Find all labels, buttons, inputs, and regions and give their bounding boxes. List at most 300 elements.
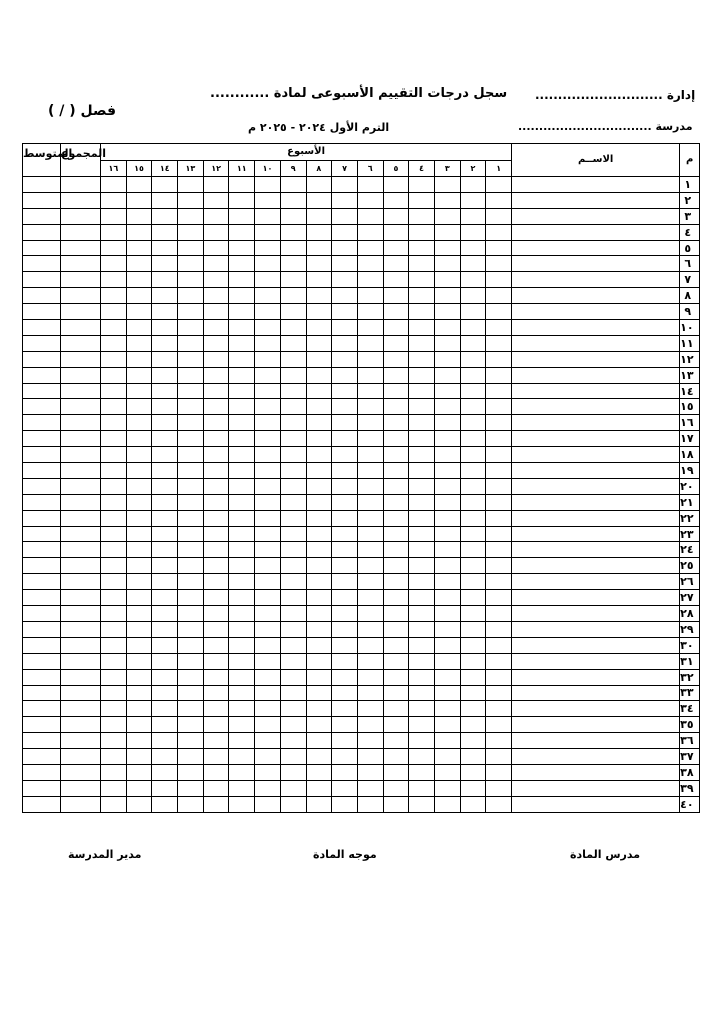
week-grade-cell[interactable] [460, 447, 486, 463]
week-grade-cell[interactable] [357, 558, 383, 574]
week-grade-cell[interactable] [255, 764, 281, 780]
week-grade-cell[interactable] [280, 351, 306, 367]
week-grade-cell[interactable] [486, 478, 512, 494]
total-cell[interactable] [61, 335, 101, 351]
name-cell[interactable] [512, 733, 680, 749]
week-grade-cell[interactable] [460, 733, 486, 749]
week-grade-cell[interactable] [229, 304, 255, 320]
week-grade-cell[interactable] [332, 621, 358, 637]
week-grade-cell[interactable] [101, 431, 127, 447]
average-cell[interactable] [23, 351, 61, 367]
total-cell[interactable] [61, 256, 101, 272]
week-grade-cell[interactable] [460, 542, 486, 558]
week-grade-cell[interactable] [126, 304, 152, 320]
week-grade-cell[interactable] [409, 304, 435, 320]
week-grade-cell[interactable] [255, 383, 281, 399]
week-grade-cell[interactable] [332, 574, 358, 590]
week-grade-cell[interactable] [178, 574, 204, 590]
week-grade-cell[interactable] [357, 367, 383, 383]
week-grade-cell[interactable] [486, 606, 512, 622]
name-cell[interactable] [512, 764, 680, 780]
week-grade-cell[interactable] [306, 653, 332, 669]
week-grade-cell[interactable] [332, 288, 358, 304]
week-grade-cell[interactable] [357, 669, 383, 685]
average-cell[interactable] [23, 240, 61, 256]
week-grade-cell[interactable] [306, 463, 332, 479]
week-grade-cell[interactable] [255, 447, 281, 463]
week-grade-cell[interactable] [383, 177, 409, 193]
week-grade-cell[interactable] [178, 240, 204, 256]
name-cell[interactable] [512, 653, 680, 669]
week-grade-cell[interactable] [486, 224, 512, 240]
week-grade-cell[interactable] [101, 288, 127, 304]
week-grade-cell[interactable] [357, 510, 383, 526]
week-grade-cell[interactable] [409, 272, 435, 288]
total-cell[interactable] [61, 478, 101, 494]
week-grade-cell[interactable] [460, 240, 486, 256]
week-grade-cell[interactable] [486, 590, 512, 606]
week-grade-cell[interactable] [357, 240, 383, 256]
week-grade-cell[interactable] [280, 494, 306, 510]
week-grade-cell[interactable] [229, 780, 255, 796]
week-grade-cell[interactable] [178, 431, 204, 447]
week-grade-cell[interactable] [152, 351, 178, 367]
week-grade-cell[interactable] [409, 717, 435, 733]
total-cell[interactable] [61, 510, 101, 526]
week-grade-cell[interactable] [306, 510, 332, 526]
week-grade-cell[interactable] [486, 192, 512, 208]
week-grade-cell[interactable] [229, 558, 255, 574]
week-grade-cell[interactable] [434, 510, 460, 526]
week-grade-cell[interactable] [409, 637, 435, 653]
week-grade-cell[interactable] [357, 494, 383, 510]
name-cell[interactable] [512, 796, 680, 812]
week-grade-cell[interactable] [255, 606, 281, 622]
week-grade-cell[interactable] [332, 510, 358, 526]
week-grade-cell[interactable] [460, 606, 486, 622]
week-grade-cell[interactable] [460, 399, 486, 415]
week-grade-cell[interactable] [306, 717, 332, 733]
week-grade-cell[interactable] [357, 399, 383, 415]
total-cell[interactable] [61, 431, 101, 447]
week-grade-cell[interactable] [409, 494, 435, 510]
week-grade-cell[interactable] [101, 351, 127, 367]
week-grade-cell[interactable] [332, 526, 358, 542]
week-grade-cell[interactable] [460, 415, 486, 431]
week-grade-cell[interactable] [203, 256, 229, 272]
name-cell[interactable] [512, 717, 680, 733]
week-grade-cell[interactable] [152, 431, 178, 447]
week-grade-cell[interactable] [332, 383, 358, 399]
week-grade-cell[interactable] [460, 367, 486, 383]
week-grade-cell[interactable] [178, 304, 204, 320]
week-grade-cell[interactable] [152, 717, 178, 733]
week-grade-cell[interactable] [152, 526, 178, 542]
week-grade-cell[interactable] [229, 240, 255, 256]
week-grade-cell[interactable] [434, 351, 460, 367]
name-cell[interactable] [512, 177, 680, 193]
week-grade-cell[interactable] [409, 574, 435, 590]
week-grade-cell[interactable] [306, 256, 332, 272]
week-grade-cell[interactable] [486, 621, 512, 637]
week-grade-cell[interactable] [203, 717, 229, 733]
week-grade-cell[interactable] [203, 637, 229, 653]
week-grade-cell[interactable] [332, 224, 358, 240]
week-grade-cell[interactable] [280, 447, 306, 463]
week-grade-cell[interactable] [434, 415, 460, 431]
week-grade-cell[interactable] [409, 669, 435, 685]
week-grade-cell[interactable] [460, 701, 486, 717]
week-grade-cell[interactable] [280, 637, 306, 653]
average-cell[interactable] [23, 399, 61, 415]
week-grade-cell[interactable] [280, 256, 306, 272]
week-grade-cell[interactable] [306, 669, 332, 685]
week-grade-cell[interactable] [255, 685, 281, 701]
week-grade-cell[interactable] [255, 780, 281, 796]
week-grade-cell[interactable] [486, 780, 512, 796]
week-grade-cell[interactable] [178, 669, 204, 685]
week-grade-cell[interactable] [460, 463, 486, 479]
week-grade-cell[interactable] [306, 637, 332, 653]
week-grade-cell[interactable] [229, 335, 255, 351]
week-grade-cell[interactable] [178, 717, 204, 733]
week-grade-cell[interactable] [152, 192, 178, 208]
week-grade-cell[interactable] [383, 192, 409, 208]
week-grade-cell[interactable] [178, 780, 204, 796]
week-grade-cell[interactable] [152, 272, 178, 288]
total-cell[interactable] [61, 526, 101, 542]
week-grade-cell[interactable] [306, 621, 332, 637]
week-grade-cell[interactable] [306, 685, 332, 701]
week-grade-cell[interactable] [332, 367, 358, 383]
week-grade-cell[interactable] [486, 463, 512, 479]
week-grade-cell[interactable] [383, 717, 409, 733]
week-grade-cell[interactable] [357, 780, 383, 796]
name-cell[interactable] [512, 510, 680, 526]
week-grade-cell[interactable] [486, 351, 512, 367]
week-grade-cell[interactable] [306, 558, 332, 574]
week-grade-cell[interactable] [357, 463, 383, 479]
week-grade-cell[interactable] [357, 717, 383, 733]
week-grade-cell[interactable] [460, 510, 486, 526]
week-grade-cell[interactable] [255, 272, 281, 288]
week-grade-cell[interactable] [306, 224, 332, 240]
week-grade-cell[interactable] [306, 288, 332, 304]
week-grade-cell[interactable] [126, 510, 152, 526]
week-grade-cell[interactable] [203, 351, 229, 367]
week-grade-cell[interactable] [255, 415, 281, 431]
week-grade-cell[interactable] [486, 431, 512, 447]
week-grade-cell[interactable] [229, 447, 255, 463]
week-grade-cell[interactable] [203, 335, 229, 351]
week-grade-cell[interactable] [409, 192, 435, 208]
week-grade-cell[interactable] [280, 733, 306, 749]
name-cell[interactable] [512, 606, 680, 622]
name-cell[interactable] [512, 431, 680, 447]
week-grade-cell[interactable] [152, 558, 178, 574]
week-grade-cell[interactable] [357, 335, 383, 351]
week-grade-cell[interactable] [229, 224, 255, 240]
week-grade-cell[interactable] [255, 224, 281, 240]
week-grade-cell[interactable] [357, 542, 383, 558]
week-grade-cell[interactable] [306, 304, 332, 320]
week-grade-cell[interactable] [460, 192, 486, 208]
week-grade-cell[interactable] [255, 208, 281, 224]
week-grade-cell[interactable] [178, 351, 204, 367]
week-grade-cell[interactable] [101, 796, 127, 812]
week-grade-cell[interactable] [409, 240, 435, 256]
week-grade-cell[interactable] [152, 764, 178, 780]
week-grade-cell[interactable] [280, 463, 306, 479]
week-grade-cell[interactable] [101, 447, 127, 463]
name-cell[interactable] [512, 256, 680, 272]
average-cell[interactable] [23, 796, 61, 812]
week-grade-cell[interactable] [383, 288, 409, 304]
week-grade-cell[interactable] [178, 224, 204, 240]
week-grade-cell[interactable] [280, 669, 306, 685]
week-grade-cell[interactable] [383, 606, 409, 622]
week-grade-cell[interactable] [203, 367, 229, 383]
week-grade-cell[interactable] [126, 637, 152, 653]
week-grade-cell[interactable] [255, 335, 281, 351]
week-grade-cell[interactable] [383, 780, 409, 796]
week-grade-cell[interactable] [357, 177, 383, 193]
week-grade-cell[interactable] [229, 383, 255, 399]
week-grade-cell[interactable] [229, 526, 255, 542]
week-grade-cell[interactable] [409, 542, 435, 558]
week-grade-cell[interactable] [280, 749, 306, 765]
week-grade-cell[interactable] [460, 764, 486, 780]
week-grade-cell[interactable] [357, 749, 383, 765]
name-cell[interactable] [512, 240, 680, 256]
average-cell[interactable] [23, 288, 61, 304]
week-grade-cell[interactable] [383, 733, 409, 749]
week-grade-cell[interactable] [409, 177, 435, 193]
total-cell[interactable] [61, 590, 101, 606]
week-grade-cell[interactable] [101, 780, 127, 796]
week-grade-cell[interactable] [152, 653, 178, 669]
week-grade-cell[interactable] [152, 637, 178, 653]
week-grade-cell[interactable] [152, 415, 178, 431]
week-grade-cell[interactable] [203, 288, 229, 304]
week-grade-cell[interactable] [203, 510, 229, 526]
week-grade-cell[interactable] [203, 796, 229, 812]
average-cell[interactable] [23, 208, 61, 224]
name-cell[interactable] [512, 621, 680, 637]
name-cell[interactable] [512, 272, 680, 288]
total-cell[interactable] [61, 701, 101, 717]
name-cell[interactable] [512, 542, 680, 558]
week-grade-cell[interactable] [229, 367, 255, 383]
week-grade-cell[interactable] [280, 780, 306, 796]
total-cell[interactable] [61, 574, 101, 590]
week-grade-cell[interactable] [255, 288, 281, 304]
week-grade-cell[interactable] [152, 320, 178, 336]
week-grade-cell[interactable] [255, 749, 281, 765]
week-grade-cell[interactable] [383, 749, 409, 765]
week-grade-cell[interactable] [203, 749, 229, 765]
week-grade-cell[interactable] [255, 399, 281, 415]
week-grade-cell[interactable] [409, 780, 435, 796]
week-grade-cell[interactable] [383, 208, 409, 224]
week-grade-cell[interactable] [126, 749, 152, 765]
week-grade-cell[interactable] [383, 335, 409, 351]
week-grade-cell[interactable] [203, 208, 229, 224]
week-grade-cell[interactable] [486, 367, 512, 383]
week-grade-cell[interactable] [255, 637, 281, 653]
week-grade-cell[interactable] [409, 764, 435, 780]
week-grade-cell[interactable] [126, 542, 152, 558]
average-cell[interactable] [23, 526, 61, 542]
week-grade-cell[interactable] [357, 192, 383, 208]
week-grade-cell[interactable] [434, 494, 460, 510]
average-cell[interactable] [23, 574, 61, 590]
total-cell[interactable] [61, 288, 101, 304]
week-grade-cell[interactable] [280, 192, 306, 208]
week-grade-cell[interactable] [357, 796, 383, 812]
week-grade-cell[interactable] [229, 701, 255, 717]
week-grade-cell[interactable] [486, 653, 512, 669]
week-grade-cell[interactable] [101, 637, 127, 653]
week-grade-cell[interactable] [101, 590, 127, 606]
week-grade-cell[interactable] [152, 224, 178, 240]
week-grade-cell[interactable] [434, 796, 460, 812]
week-grade-cell[interactable] [229, 717, 255, 733]
week-grade-cell[interactable] [383, 447, 409, 463]
total-cell[interactable] [61, 669, 101, 685]
week-grade-cell[interactable] [409, 796, 435, 812]
week-grade-cell[interactable] [101, 272, 127, 288]
total-cell[interactable] [61, 399, 101, 415]
week-grade-cell[interactable] [178, 606, 204, 622]
week-grade-cell[interactable] [255, 653, 281, 669]
week-grade-cell[interactable] [101, 701, 127, 717]
week-grade-cell[interactable] [409, 335, 435, 351]
week-grade-cell[interactable] [280, 415, 306, 431]
week-grade-cell[interactable] [178, 510, 204, 526]
week-grade-cell[interactable] [280, 208, 306, 224]
week-grade-cell[interactable] [203, 192, 229, 208]
week-grade-cell[interactable] [178, 701, 204, 717]
week-grade-cell[interactable] [203, 542, 229, 558]
week-grade-cell[interactable] [383, 399, 409, 415]
name-cell[interactable] [512, 367, 680, 383]
week-grade-cell[interactable] [306, 701, 332, 717]
week-grade-cell[interactable] [332, 463, 358, 479]
week-grade-cell[interactable] [101, 224, 127, 240]
week-grade-cell[interactable] [383, 542, 409, 558]
week-grade-cell[interactable] [460, 351, 486, 367]
week-grade-cell[interactable] [280, 574, 306, 590]
week-grade-cell[interactable] [332, 415, 358, 431]
week-grade-cell[interactable] [306, 447, 332, 463]
week-grade-cell[interactable] [332, 478, 358, 494]
average-cell[interactable] [23, 749, 61, 765]
week-grade-cell[interactable] [486, 701, 512, 717]
week-grade-cell[interactable] [460, 685, 486, 701]
week-grade-cell[interactable] [383, 415, 409, 431]
total-cell[interactable] [61, 606, 101, 622]
week-grade-cell[interactable] [126, 494, 152, 510]
week-grade-cell[interactable] [280, 335, 306, 351]
week-grade-cell[interactable] [126, 288, 152, 304]
average-cell[interactable] [23, 272, 61, 288]
week-grade-cell[interactable] [280, 526, 306, 542]
total-cell[interactable] [61, 192, 101, 208]
week-grade-cell[interactable] [486, 272, 512, 288]
week-grade-cell[interactable] [434, 431, 460, 447]
week-grade-cell[interactable] [409, 653, 435, 669]
week-grade-cell[interactable] [409, 590, 435, 606]
average-cell[interactable] [23, 177, 61, 193]
week-grade-cell[interactable] [126, 240, 152, 256]
week-grade-cell[interactable] [409, 526, 435, 542]
week-grade-cell[interactable] [280, 717, 306, 733]
week-grade-cell[interactable] [383, 478, 409, 494]
week-grade-cell[interactable] [126, 590, 152, 606]
week-grade-cell[interactable] [357, 431, 383, 447]
average-cell[interactable] [23, 653, 61, 669]
average-cell[interactable] [23, 304, 61, 320]
week-grade-cell[interactable] [178, 764, 204, 780]
week-grade-cell[interactable] [434, 669, 460, 685]
week-grade-cell[interactable] [280, 685, 306, 701]
week-grade-cell[interactable] [409, 447, 435, 463]
name-cell[interactable] [512, 685, 680, 701]
week-grade-cell[interactable] [460, 224, 486, 240]
week-grade-cell[interactable] [126, 701, 152, 717]
total-cell[interactable] [61, 383, 101, 399]
week-grade-cell[interactable] [357, 733, 383, 749]
name-cell[interactable] [512, 335, 680, 351]
total-cell[interactable] [61, 304, 101, 320]
week-grade-cell[interactable] [126, 574, 152, 590]
week-grade-cell[interactable] [152, 399, 178, 415]
week-grade-cell[interactable] [486, 733, 512, 749]
week-grade-cell[interactable] [409, 320, 435, 336]
week-grade-cell[interactable] [434, 558, 460, 574]
week-grade-cell[interactable] [332, 431, 358, 447]
week-grade-cell[interactable] [255, 717, 281, 733]
week-grade-cell[interactable] [460, 177, 486, 193]
week-grade-cell[interactable] [280, 367, 306, 383]
week-grade-cell[interactable] [203, 764, 229, 780]
week-grade-cell[interactable] [178, 542, 204, 558]
week-grade-cell[interactable] [126, 272, 152, 288]
week-grade-cell[interactable] [460, 383, 486, 399]
week-grade-cell[interactable] [152, 733, 178, 749]
week-grade-cell[interactable] [486, 685, 512, 701]
week-grade-cell[interactable] [409, 510, 435, 526]
week-grade-cell[interactable] [178, 320, 204, 336]
week-grade-cell[interactable] [280, 478, 306, 494]
average-cell[interactable] [23, 637, 61, 653]
week-grade-cell[interactable] [101, 685, 127, 701]
week-grade-cell[interactable] [357, 208, 383, 224]
average-cell[interactable] [23, 606, 61, 622]
week-grade-cell[interactable] [255, 494, 281, 510]
total-cell[interactable] [61, 685, 101, 701]
week-grade-cell[interactable] [229, 621, 255, 637]
total-cell[interactable] [61, 621, 101, 637]
total-cell[interactable] [61, 240, 101, 256]
week-grade-cell[interactable] [332, 685, 358, 701]
week-grade-cell[interactable] [101, 526, 127, 542]
week-grade-cell[interactable] [357, 526, 383, 542]
week-grade-cell[interactable] [229, 764, 255, 780]
week-grade-cell[interactable] [178, 749, 204, 765]
week-grade-cell[interactable] [332, 558, 358, 574]
